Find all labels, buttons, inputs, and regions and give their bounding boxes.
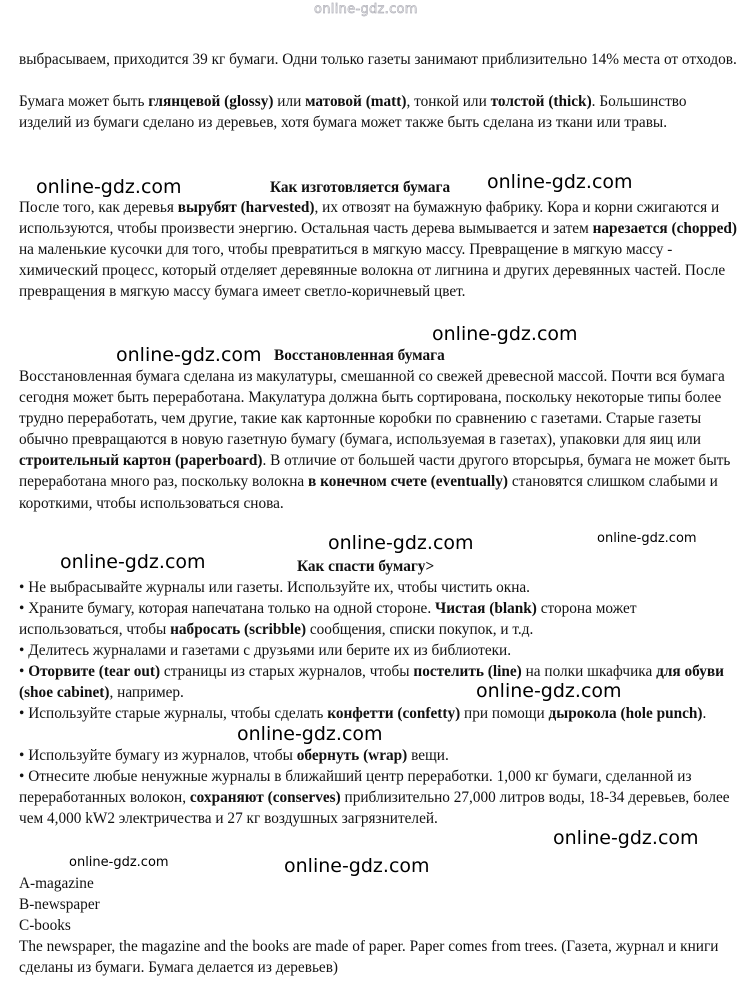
watermark: online-gdz.com [284, 855, 430, 877]
section-paper-making-text: После того, как деревья вырубят (harvested), их отвозят на бумажную фабрику. Кора и корни сжигаются и используются, чтобы произвести энергию. Остальная часть дерева вымывается и затем нарезается (chopped) на маленькие кусочки для того, чтобы превратиться в мягкую массу. Превращение в мягкую массу - химический процесс, который отделяет деревянные волокна от лигнина и других деревянных частей. После превращения в мягкую массу бумага имеет светло-коричневый цвет. [19, 199, 737, 301]
section-heading-recycled-paper: Восстановленная бумага [274, 347, 445, 364]
save-paper-item-6: • Используйте бумагу из журналов, чтобы обернуть (wrap) вещи. [19, 747, 449, 764]
conclusion-text: The newspaper, the magazine and the books are made of paper. Paper comes from trees. (Газета, журнал и книги сделаны из бумаги. Бумага делается из деревьев) [19, 938, 719, 977]
answer-b: B-newspaper [19, 896, 100, 913]
watermark: online-gdz.com [597, 531, 697, 546]
section-heading-paper-making: Как изготовляется бумага [270, 179, 451, 196]
save-paper-item-3: • Делитесь журналами и газетами с друзьями или берите их из библиотеки. [19, 642, 512, 659]
save-paper-item-1: • Не выбрасывайте журналы или газеты. Используйте их, чтобы чистить окна. [19, 579, 531, 596]
save-paper-item-2: • Храните бумагу, которая напечатана только на одной стороне. Чистая (blank) сторона может использоваться, чтобы набросать (scribble) сообщения, списки покупок, и т.д. [19, 600, 637, 639]
section-heading-save-paper: Как спасти бумагу> [297, 558, 435, 575]
intro-paragraph-2: Бумага может быть глянцевой (glossy) или матовой (matt), тонкой или толстой (thick). Большинство изделий из бумаги сделано из деревьев, хотя бумага может также быть сделана из ткани или травы. [19, 93, 687, 132]
save-paper-item-7: • Отнесите любые ненужные журналы в ближайший центр переработки. 1,000 кг бумаги, сделанной из переработанных волокон, сохраняют (conserves) приблизительно 27,000 литров воды, 18-34 деревьев, более чем 4,000 kW2 электричества и 27 кг воздушных загрязнителей. [19, 768, 730, 828]
watermark: online-gdz.com [60, 551, 206, 573]
watermark: online-gdz.com [116, 344, 262, 366]
intro-paragraph-1: выбрасываем, приходится 39 кг бумаги. Одни только газеты занимают приблизительно 14% места от отходов. [19, 51, 737, 68]
watermark: online-gdz.com [237, 723, 383, 745]
section-recycled-paper-text: Восстановленная бумага сделана из макулатуры, смешанной со свежей древесной массой. Почти вся бумага сегодня может быть переработана. Макулатура должна быть сортирована, поскольку некоторые типы более трудно переработать, чем другие, такие как картонные коробки по сравнению с газетами. Старые газеты обычно превращаются в новую газетную бумагу (бумага, используемая в газетах), упаковки для яиц или строительный картон (paperboard). В отличие от большей части другого вторсырья, бумага не может быть переработана много раз, поскольку волокна в конечном счете (eventually) становятся слишком слабыми и короткими, чтобы использоваться снова. [19, 368, 731, 512]
watermark: online-gdz.com [328, 532, 474, 554]
answer-c: C-books [19, 917, 71, 934]
watermark: online-gdz.com [476, 680, 622, 702]
header-watermark: online-gdz.com [314, 2, 418, 17]
save-paper-item-5: • Используйте старые журналы, чтобы сделать конфетти (confetty) при помощи дырокола (hole punch). [19, 705, 707, 722]
watermark: online-gdz.com [487, 171, 633, 193]
watermark: online-gdz.com [553, 827, 699, 849]
answer-a: A-magazine [19, 875, 94, 892]
watermark: online-gdz.com [432, 323, 578, 345]
watermark: online-gdz.com [36, 176, 182, 198]
watermark: online-gdz.com [69, 855, 169, 870]
save-paper-item-4: • Оторвите (tear out) страницы из старых журналов, чтобы постелить (line) на полки шкафчика для обуви (shoe cabinet), например. [19, 663, 724, 702]
